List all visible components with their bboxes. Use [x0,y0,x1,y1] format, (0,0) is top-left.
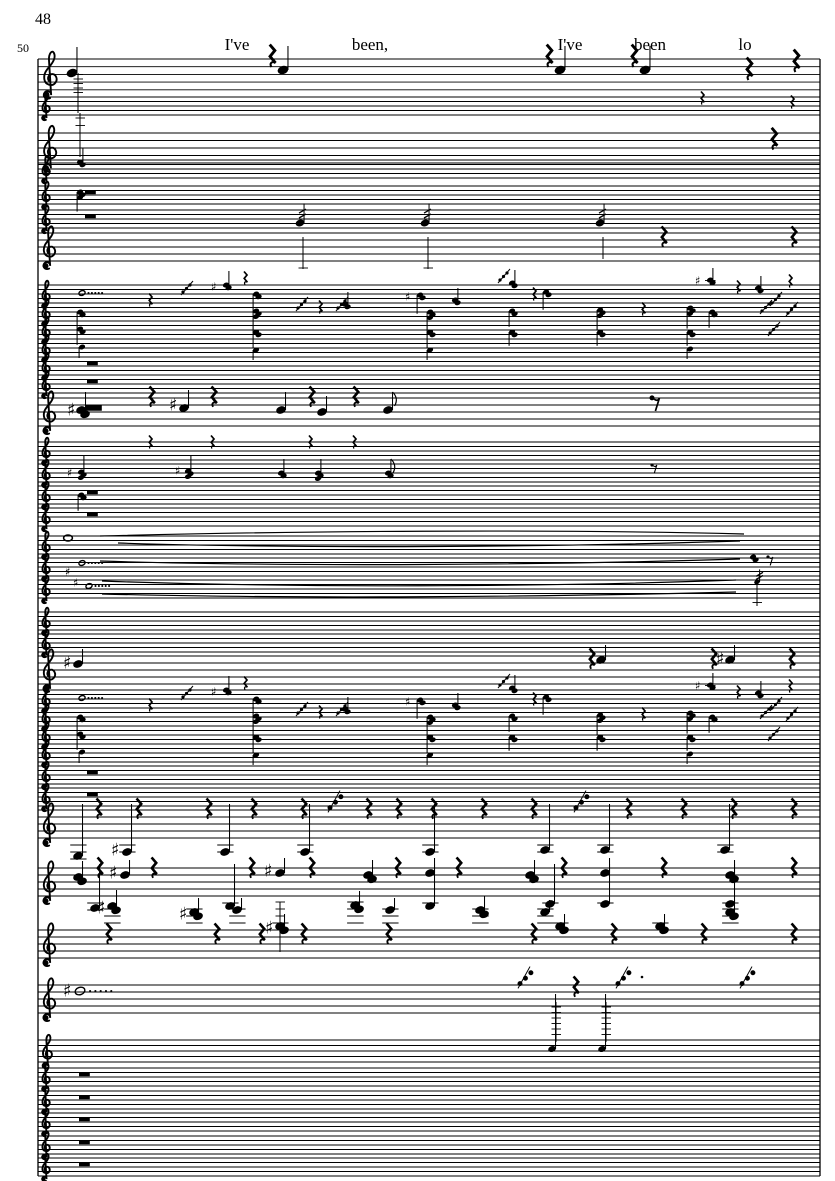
sh-glyph [97,899,105,919]
c-glyph [252,329,262,348]
c-glyph [186,898,204,923]
q-glyph [702,923,707,943]
q-glyph [790,648,795,668]
svg-text:♯: ♯ [63,981,72,1002]
c-glyph [362,860,378,884]
sh-glyph [109,864,117,884]
n-glyph [229,898,245,923]
staff-38 [38,1109,820,1136]
sh-glyph [169,396,177,416]
q-glyph [302,923,307,943]
staff-12 [38,353,820,380]
q-glyph [215,923,220,943]
st-glyph [299,237,309,269]
staff-1 [38,45,820,99]
page-number: 48 [35,11,51,28]
hd-glyph [85,583,110,590]
staff-40 [38,1154,820,1181]
svg-text:♯: ♯ [67,466,73,480]
q-glyph [701,92,704,105]
c-glyph [652,914,670,935]
staff-20 [38,554,820,581]
staff-2 [38,73,820,120]
c-glyph [222,271,232,291]
hd-glyph [78,695,103,702]
c-glyph [222,676,232,696]
sh-glyph [265,919,273,939]
st-glyph [753,582,763,606]
q-glyph [212,386,217,406]
svg-text:♯: ♯ [111,840,120,861]
c-glyph [277,459,287,479]
system-barlines [38,59,820,1176]
c-glyph [384,459,394,479]
n-glyph [70,804,86,861]
c-glyph [508,713,518,732]
q-glyph [747,58,753,80]
staff-23 [38,630,820,657]
n-glyph [382,898,398,923]
staff-36 [38,1064,820,1091]
svg-text:♯: ♯ [97,898,106,919]
q-glyph [387,923,392,943]
q-glyph [737,281,740,294]
hd-glyph [78,290,103,297]
q-glyph [792,226,797,246]
sh-glyph [63,982,71,1002]
n-glyph [597,804,613,855]
sh-glyph [179,905,187,925]
q-glyph [149,294,152,307]
q-glyph [642,708,645,721]
slur-glyph [100,559,740,565]
staff-7 [38,203,820,269]
hd-glyph [78,560,103,567]
mr-glyph [85,191,96,195]
sh-glyph [264,862,272,882]
c-glyph [552,914,570,935]
g-glyph [181,686,193,700]
n-glyph [595,645,607,665]
staff-22 [38,608,820,635]
c-glyph [749,554,759,563]
sh-glyph [73,577,78,590]
q-glyph [547,45,553,67]
svg-text:♯: ♯ [405,290,411,304]
q-glyph [354,386,359,406]
n-glyph [78,749,86,763]
q-glyph [792,923,797,943]
lyric-word: I've [557,35,583,54]
sh-glyph [695,275,700,288]
svg-text:♯: ♯ [716,649,725,670]
mr-glyph [87,362,98,366]
staff-28 [38,740,820,767]
n-glyph [178,390,190,413]
tr-glyph [595,203,606,227]
mr-glyph [85,215,96,219]
sh-glyph [695,680,700,693]
staff-4 [38,148,820,183]
staff-35 [38,994,820,1068]
sh-glyph [405,291,410,304]
c-glyph [252,308,262,333]
mr-glyph [87,380,98,384]
svg-text:♯: ♯ [175,464,181,478]
svg-text:♯: ♯ [179,904,188,925]
n-glyph [119,860,131,880]
sh-glyph [716,650,724,670]
g-glyph [768,727,780,741]
q-glyph [150,386,155,406]
staff-32 [38,857,820,913]
n-glyph [252,752,260,765]
mr-glyph [79,1141,90,1145]
q-glyph [789,680,792,693]
measure-number: 50 [17,41,29,55]
n-glyph [537,804,553,855]
n-glyph [638,46,651,76]
c-glyph [542,289,552,310]
q-glyph [270,45,276,67]
st-glyph [424,237,434,269]
q-glyph [772,128,778,150]
n-glyph [252,347,260,360]
svg-text:♯: ♯ [211,280,217,294]
q-glyph [244,272,247,285]
svg-text:♯: ♯ [265,918,274,939]
mr-glyph [87,771,98,775]
n-glyph [724,645,736,665]
svg-text:♯: ♯ [695,679,701,693]
n-glyph [553,46,566,76]
mr-glyph [87,491,98,495]
q-glyph [794,50,800,72]
g-glyph [181,281,193,295]
n-glyph [65,47,78,79]
svg-text:♯: ♯ [211,685,217,699]
q-glyph [107,923,112,943]
staff-34 [38,967,820,1021]
n-glyph [717,804,733,855]
e-glyph [766,555,772,565]
staff-19 [38,531,820,559]
staff-11 [38,335,820,362]
st-glyph [74,73,84,113]
mr-glyph [79,1118,90,1122]
staff-17 [38,482,820,511]
g-glyph [768,322,780,336]
q-glyph [244,677,247,690]
c-glyph [252,713,262,738]
c-glyph [76,731,86,750]
sh-glyph [211,686,216,699]
n-glyph [722,864,738,909]
c-glyph [542,694,552,715]
c-glyph [314,459,324,482]
svg-text:♯: ♯ [63,653,72,674]
g-glyph [786,302,798,316]
q-glyph [789,275,792,288]
staff-8 [38,268,820,314]
lyric-word: I've [224,35,250,54]
staff-37 [38,1087,820,1114]
svg-text:♯: ♯ [67,400,76,421]
staff-3 [38,113,820,172]
c-glyph [596,307,606,331]
lyric-word: lo [738,35,752,54]
mr-glyph [79,1096,90,1100]
staff-29 [38,762,820,789]
n-glyph [426,752,434,765]
c-glyph [508,675,518,694]
staff-25 [38,673,820,719]
mr-glyph [79,1163,90,1167]
mr-glyph [87,513,98,517]
c-glyph [76,189,86,212]
staff-33 [38,890,820,966]
c-glyph [272,914,290,935]
q-glyph [791,96,794,109]
st-glyph [602,1002,612,1042]
q-glyph [632,45,638,67]
c-glyph [508,270,518,289]
c-glyph [426,734,436,753]
staff-18 [38,504,820,531]
c-glyph [426,329,436,348]
c-glyph [104,890,122,923]
sh-glyph [67,401,75,421]
g-glyph [498,674,510,688]
tr-glyph [295,203,306,227]
st-glyph [76,113,86,157]
q-glyph [612,923,617,943]
c-glyph [72,861,88,886]
sh-glyph [175,465,180,478]
n-glyph [222,864,238,911]
svg-text:♯: ♯ [73,576,79,590]
n-glyph [78,344,86,358]
mr-glyph [87,793,98,797]
g-glyph [296,702,308,716]
c-glyph [252,734,262,753]
staff-21 [38,569,820,606]
c-glyph [472,896,490,923]
sh-glyph [111,841,119,861]
n-glyph [542,864,558,909]
staff-30 [38,784,820,811]
c-glyph [724,860,740,884]
svg-text:♯: ♯ [695,274,701,288]
c-glyph [76,148,86,168]
sh-glyph [405,696,410,709]
c-glyph [596,712,606,736]
staff-39 [38,1132,820,1159]
slur-glyph [100,531,744,536]
tr-glyph [420,203,431,227]
svg-text:♯: ♯ [405,695,411,709]
c-glyph [184,455,194,480]
sh-glyph [65,566,70,579]
q-glyph [149,699,152,712]
staff-15 [38,436,820,466]
q-glyph [642,303,645,316]
c-glyph [508,308,518,327]
slur-glyph [102,592,736,597]
c-glyph [524,860,540,884]
n-glyph [426,347,434,360]
g-glyph [786,707,798,721]
q-glyph [532,923,537,943]
sh-glyph [67,467,72,480]
st-glyph [552,1002,562,1042]
n-glyph [276,46,289,76]
c-glyph [705,268,716,286]
c-glyph [76,326,86,345]
lyric-word: been, [351,35,389,54]
staff-13 [38,371,820,398]
mr-glyph [85,405,102,411]
staff-14 [38,386,820,434]
q-glyph [574,976,579,996]
sh-glyph [63,654,71,674]
dot-glyph [641,976,644,979]
q-glyph [590,648,595,668]
g-glyph [296,297,308,311]
q-glyph [737,686,740,699]
q-glyph [662,226,667,246]
hd-glyph [74,986,112,996]
c-glyph [705,673,716,691]
sh-glyph [211,281,216,294]
svg-text:♯: ♯ [264,861,273,882]
svg-text:♯: ♯ [169,395,178,416]
mr-glyph [79,1073,90,1077]
svg-text:♯: ♯ [109,863,118,884]
slur-glyph [118,541,740,547]
n-glyph [316,396,328,417]
g-glyph [498,269,510,283]
svg-text:♯: ♯ [65,565,71,579]
lyric-word: been [633,35,667,54]
q-glyph [310,386,315,406]
